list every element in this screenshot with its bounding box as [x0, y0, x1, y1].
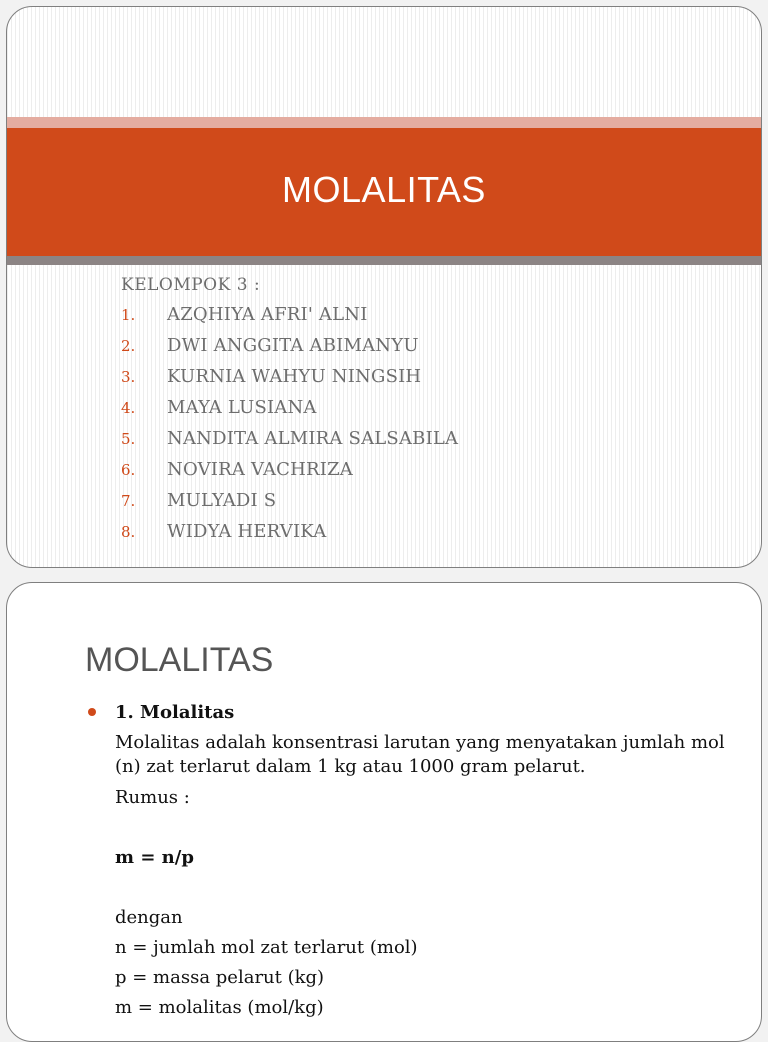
- member-name: MAYA LUSIANA: [167, 397, 317, 418]
- member-number: 6.: [121, 461, 136, 479]
- member-number: 7.: [121, 492, 136, 510]
- member-name: NOVIRA VACHRIZA: [167, 459, 353, 480]
- member-number: 2.: [121, 337, 136, 355]
- member-name: AZQHIYA AFRI' ALNI: [167, 304, 368, 325]
- member-name: KURNIA WAHYU NINGSIH: [167, 366, 422, 387]
- member-number: 3.: [121, 368, 136, 386]
- definition-text: Molalitas adalah konsentrasi larutan yang menyatakan jumlah mol (n) zat terlarut dalam 1 kg atau 1000 gram pelarut.: [115, 732, 725, 777]
- member-name: MULYADI S: [167, 490, 277, 511]
- member-item: [121, 487, 458, 518]
- member-name: WIDYA HERVIKA: [167, 521, 327, 542]
- title-slide: [6, 6, 762, 568]
- slide-title: MOLALITAS: [282, 169, 486, 210]
- bullet-dot-icon: [88, 708, 96, 716]
- definition-line: p = massa pelarut (kg): [115, 967, 325, 988]
- bullet-heading: 1. Molalitas: [115, 701, 235, 723]
- group-label: KELOMPOK 3 :: [121, 275, 261, 295]
- member-item: [121, 518, 458, 549]
- pink-accent-band: [7, 117, 761, 128]
- title-banner: [7, 128, 761, 256]
- content-slide: [6, 582, 762, 1042]
- slide-body: [85, 697, 735, 1023]
- member-number: 4.: [121, 399, 136, 417]
- gray-accent-band: [7, 256, 761, 265]
- member-number: 5.: [121, 430, 136, 448]
- rumus-label: Rumus :: [115, 787, 190, 808]
- slide-heading: MOLALITAS: [85, 641, 274, 679]
- member-item: [121, 301, 458, 332]
- definition-line: n = jumlah mol zat terlarut (mol): [115, 937, 418, 958]
- dengan-label: dengan: [115, 907, 183, 928]
- member-name: NANDITA ALMIRA SALSABILA: [167, 428, 459, 449]
- member-item: [121, 363, 458, 394]
- group-members: [121, 271, 458, 549]
- member-number: 1.: [121, 306, 136, 324]
- member-item: [121, 332, 458, 363]
- definition-line: m = molalitas (mol/kg): [115, 997, 324, 1018]
- member-number: 8.: [121, 523, 136, 541]
- bullet-item: [85, 697, 735, 727]
- member-item: [121, 425, 458, 456]
- formula: m = n/p: [115, 847, 194, 868]
- member-name: DWI ANGGITA ABIMANYU: [167, 335, 419, 356]
- member-item: [121, 456, 458, 487]
- member-item: [121, 394, 458, 425]
